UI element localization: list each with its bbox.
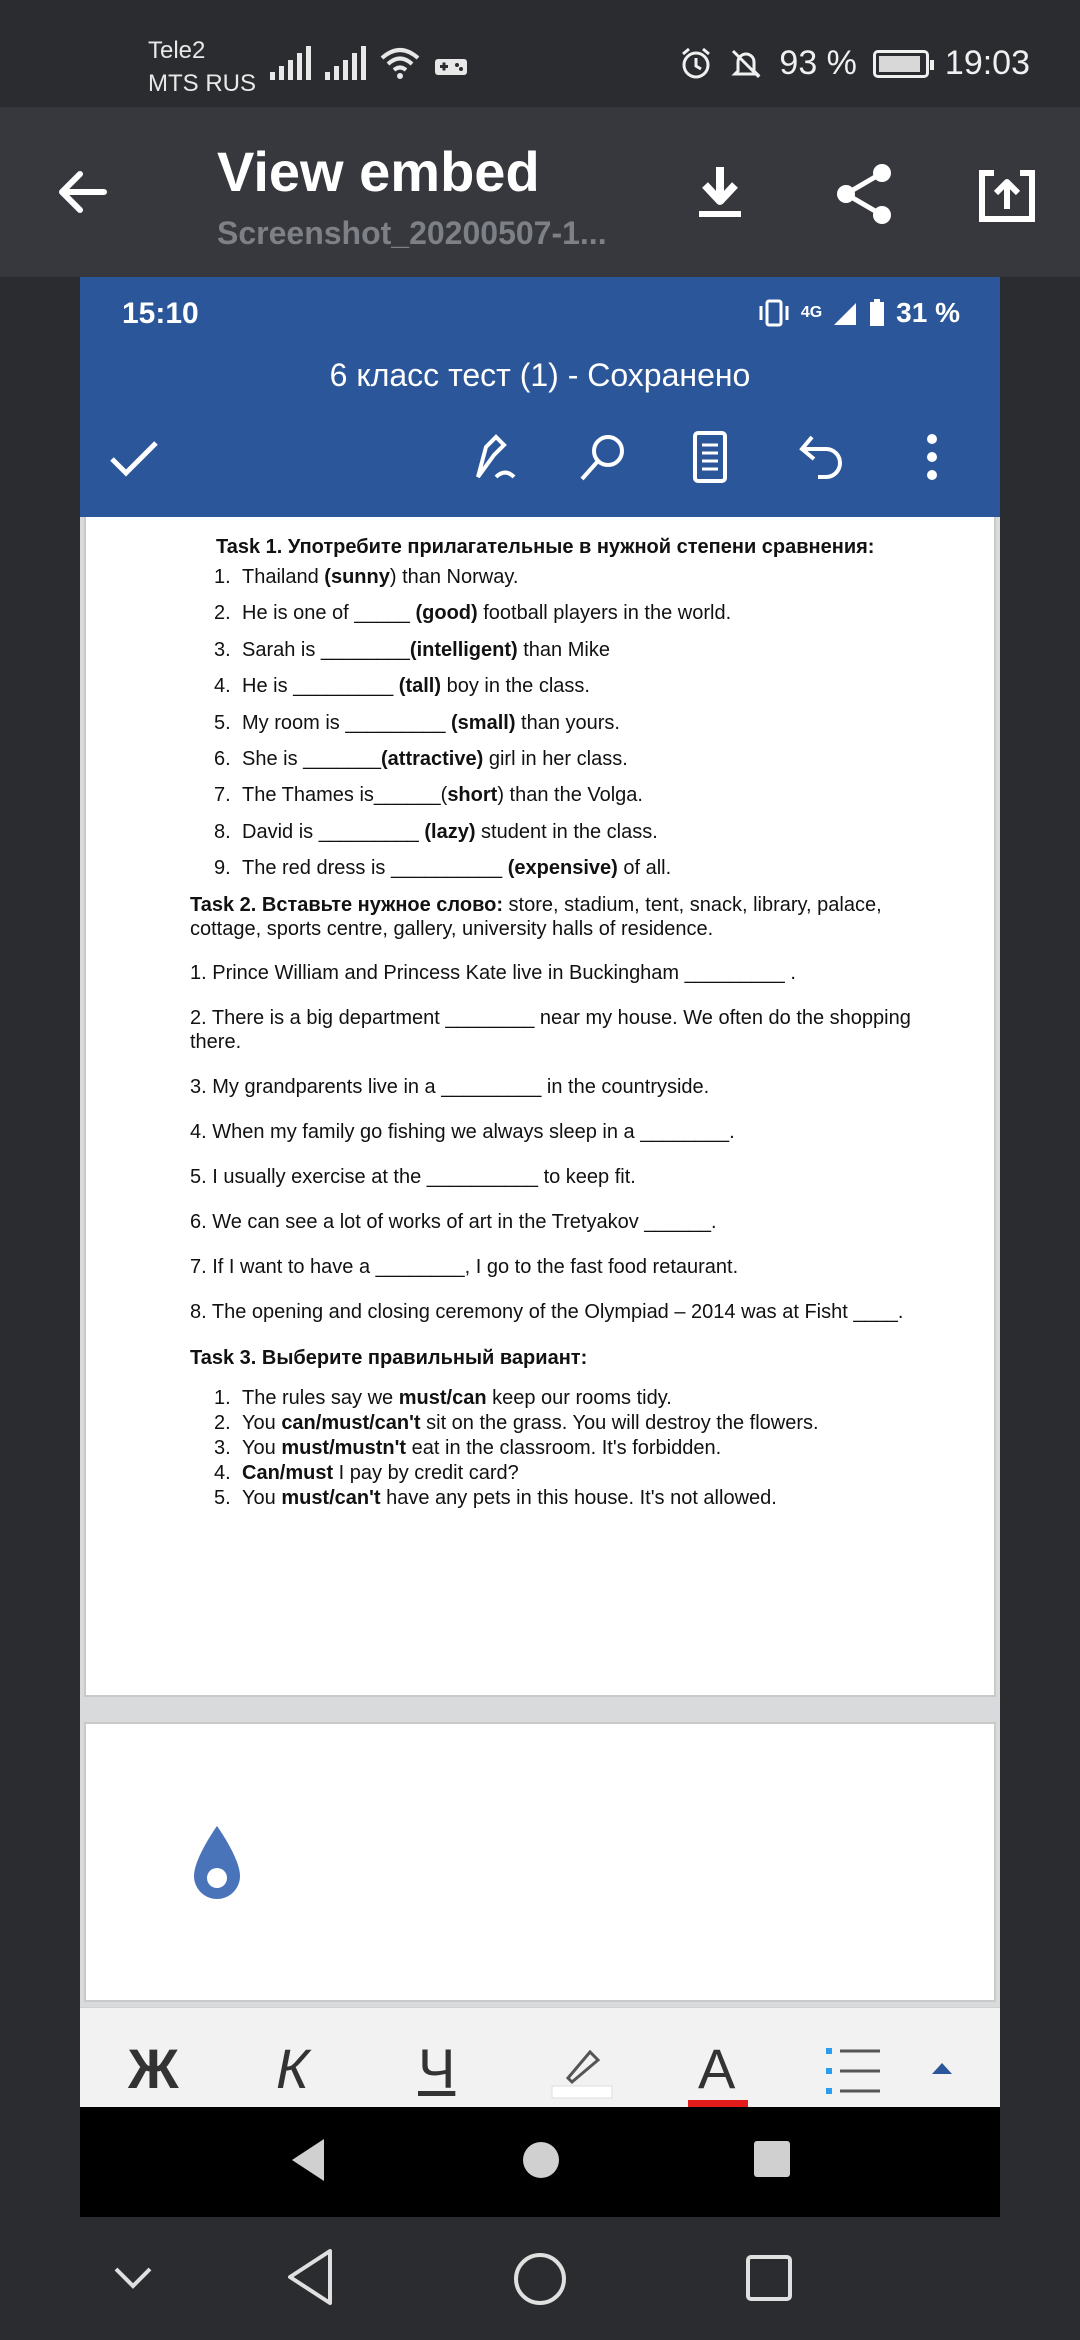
task1-item-post: of all. xyxy=(617,857,672,880)
gamepad-icon xyxy=(434,54,468,80)
embed-time: 15:10 xyxy=(122,297,199,330)
task3-item xyxy=(214,1386,936,1410)
italic-button[interactable]: К xyxy=(276,2037,310,2100)
task2-item: 6. We can see a lot of works of art in the Tretyakov ______. xyxy=(190,1210,717,1233)
embed-home-icon xyxy=(522,2141,560,2179)
highlighter-icon[interactable] xyxy=(548,2038,614,2100)
task2-item: 7. If I want to have a ________, I go to the fast food retaurant. xyxy=(190,1255,739,1278)
task1-item-bold: (expensive) xyxy=(507,857,618,880)
task1-item-bold: (lazy) xyxy=(424,820,476,843)
task1-item-pre: Thailand xyxy=(242,566,325,588)
task3-item-pre: You xyxy=(242,1411,282,1434)
nav-recents-icon[interactable] xyxy=(744,2253,794,2303)
document-page[interactable] xyxy=(84,517,996,1697)
task3-item-n: 2. xyxy=(214,1411,231,1434)
embedded-screenshot xyxy=(80,277,1000,2217)
right-status xyxy=(679,44,1030,83)
task1-item-post: girl in her class. xyxy=(483,747,628,770)
draw-pen-icon[interactable] xyxy=(464,425,528,489)
task1-item xyxy=(214,601,936,625)
task1-item-n: 7. xyxy=(214,784,231,807)
cursor-handle-icon[interactable] xyxy=(190,1822,244,1902)
task1-item-bold: (intelligent) xyxy=(409,638,518,661)
task1-item-n: 5. xyxy=(214,711,231,734)
task3-heading: Task 3. Выберите правильный вариант: xyxy=(190,1346,588,1369)
task1-item-mid: ) xyxy=(497,784,504,807)
embed-battery-icon xyxy=(868,298,886,328)
task1-item-pre: He is _________ xyxy=(242,675,399,698)
task1-item-bold: (tall) xyxy=(398,675,442,698)
task1-item-bold: short xyxy=(447,784,498,807)
task1-item-n: 4. xyxy=(214,675,231,698)
task1-item xyxy=(214,711,936,735)
task2-item: 8. The opening and closing ceremony of the Olympiad – 2014 was at Fisht ____. xyxy=(190,1300,904,1323)
task1-item-pre: He is one of _____ xyxy=(242,602,416,625)
task1-item-post: than Mike xyxy=(517,638,610,661)
task1-item xyxy=(214,783,936,807)
list-icon[interactable] xyxy=(824,2044,882,2098)
task3-item-post: keep our rooms tidy. xyxy=(486,1386,672,1409)
embed-signal-icon xyxy=(832,299,858,327)
task3-item-bold: must/can't xyxy=(281,1486,381,1509)
task1-item xyxy=(214,820,936,844)
task3-item-bold: Can/must xyxy=(242,1461,334,1484)
task1-item xyxy=(214,747,936,771)
task1-item-n: 1. xyxy=(214,566,231,588)
task1-item-mid: ) xyxy=(389,566,397,588)
task2-item: 1. Prince William and Princess Kate live in Buckingham _________ . xyxy=(190,961,796,984)
task2-heading xyxy=(190,893,936,941)
vibrate-icon xyxy=(757,298,791,328)
task1-item-pre: My room is _________ xyxy=(242,711,452,734)
embed-network: 4G xyxy=(800,304,823,321)
task1-item xyxy=(214,638,936,662)
file-name: Screenshot_20200507-1... xyxy=(217,215,607,251)
expand-toolbar-icon[interactable] xyxy=(930,2060,954,2076)
task1-item-post: than the Volga. xyxy=(503,784,643,807)
back-arrow-icon[interactable] xyxy=(52,162,112,222)
wifi-icon xyxy=(380,46,420,80)
task1-item-post: boy in the class. xyxy=(441,675,590,698)
task3-item-post: eat in the classroom. It's forbidden. xyxy=(406,1436,722,1459)
app-header xyxy=(0,107,1080,277)
carrier-1: Tele2 xyxy=(148,37,206,64)
carrier-2: MTS RUS xyxy=(148,70,256,97)
task3-item xyxy=(214,1461,936,1485)
task1-item-bold: (sunny xyxy=(324,566,390,588)
task3-item-post: sit on the grass. You will destroy the flowers. xyxy=(420,1411,819,1434)
checkmark-icon[interactable] xyxy=(102,425,166,489)
task1-item-pre: David is _________ xyxy=(242,820,425,843)
task1-item-pre: The red dress is __________ xyxy=(242,857,508,880)
system-nav-bar xyxy=(0,2217,1080,2340)
carrier-info xyxy=(148,34,256,100)
embed-battery: 31 % xyxy=(896,297,960,328)
underline-button[interactable]: Ч xyxy=(418,2037,456,2100)
share-icon[interactable] xyxy=(830,159,900,229)
embed-recents-icon xyxy=(752,2139,792,2179)
task3-item-post: I pay by credit card? xyxy=(333,1461,519,1484)
undo-icon[interactable] xyxy=(790,425,854,489)
task1-item-post: football players in the world. xyxy=(477,602,732,625)
word-header xyxy=(80,277,1000,517)
document-body xyxy=(190,525,936,1511)
task3-item-n: 3. xyxy=(214,1436,231,1459)
task1-item-n: 9. xyxy=(214,857,231,880)
embed-back-icon xyxy=(288,2135,328,2185)
task2-list xyxy=(190,961,936,1324)
font-color-button[interactable]: А xyxy=(698,2037,736,2100)
more-menu-icon[interactable] xyxy=(900,425,964,489)
task3-item xyxy=(214,1411,936,1435)
download-icon[interactable] xyxy=(685,159,755,229)
task1-item-pre: Sarah is ________ xyxy=(242,638,410,661)
task3-item-n: 5. xyxy=(214,1486,231,1509)
task2-title: Task 2. Вставьте нужное слово: xyxy=(190,893,503,916)
signal-2-icon xyxy=(325,44,366,80)
task3-item-pre: You xyxy=(242,1436,282,1459)
open-external-icon[interactable] xyxy=(972,159,1042,229)
task1-item-n: 3. xyxy=(214,638,231,661)
alarm-icon xyxy=(679,47,713,81)
task1-item xyxy=(214,674,936,698)
task1-item-n: 8. xyxy=(214,820,231,843)
task1-item-n: 6. xyxy=(214,747,231,770)
nav-home-icon[interactable] xyxy=(512,2251,568,2307)
collapse-chevron-icon[interactable] xyxy=(112,2265,154,2291)
search-icon[interactable] xyxy=(570,425,634,489)
clock: 19:03 xyxy=(944,44,1030,82)
task1-item xyxy=(214,856,936,880)
task3-item-bold: must/can xyxy=(398,1386,487,1409)
task1-item xyxy=(214,565,936,589)
task1-item-bold: (good) xyxy=(415,602,478,625)
task3-item xyxy=(214,1436,936,1460)
task1-item-post: student in the class. xyxy=(475,820,658,843)
reading-view-icon[interactable] xyxy=(678,425,742,489)
task3-item-bold: can/must/can't xyxy=(281,1411,421,1434)
task3-item-pre: The rules say we xyxy=(242,1386,399,1409)
task1-item-bold: (small) xyxy=(451,711,516,734)
task1-item-post: than Norway. xyxy=(396,566,519,588)
task3-item-n: 4. xyxy=(214,1461,231,1484)
document-title: 6 класс тест (1) - Сохранено xyxy=(329,357,751,393)
task1-list xyxy=(216,565,936,880)
task1-item-bold: (attractive) xyxy=(381,747,484,770)
task2-words: store, stadium, tent, snack, library, palace, cottage, sports centre, gallery, university halls of residence. xyxy=(190,893,882,940)
task2-item: 4. When my family go fishing we always sleep in a ________. xyxy=(190,1120,735,1143)
task1-item-pre: She is _______ xyxy=(242,747,382,770)
task1-item-post: than yours. xyxy=(515,711,620,734)
task2-item: 3. My grandparents live in a _________ in the countryside. xyxy=(190,1075,710,1098)
task3-list xyxy=(216,1386,936,1510)
signal-icons xyxy=(270,44,468,80)
task3-item-bold: must/mustn't xyxy=(281,1436,407,1459)
task2-item: 2. There is a big department ________ near my house. We often do the shopping there. xyxy=(190,1006,911,1053)
bold-button[interactable]: Ж xyxy=(128,2037,179,2100)
signal-1-icon xyxy=(270,44,311,80)
battery-icon xyxy=(873,50,929,78)
task3-item-pre: You xyxy=(242,1486,282,1509)
mute-notification-icon xyxy=(729,47,763,81)
task1-item-n: 2. xyxy=(214,602,231,625)
embed-status xyxy=(757,297,960,329)
task3-item-n: 1. xyxy=(214,1386,231,1409)
nav-back-icon[interactable] xyxy=(284,2247,336,2307)
embed-nav-bar xyxy=(80,2107,1000,2217)
page-title: View embed xyxy=(217,140,540,203)
task1-heading: Task 1. Употребите прилагательные в нужной степени сравнения: xyxy=(216,536,875,558)
battery-percent: 93 % xyxy=(779,44,857,82)
task3-item xyxy=(214,1486,936,1510)
task1-item-pre: The Thames is______( xyxy=(242,784,448,807)
task3-item-post: have any pets in this house. It's not allowed. xyxy=(380,1486,777,1509)
status-bar xyxy=(0,0,1080,107)
task2-item: 5. I usually exercise at the __________ to keep fit. xyxy=(190,1165,636,1188)
